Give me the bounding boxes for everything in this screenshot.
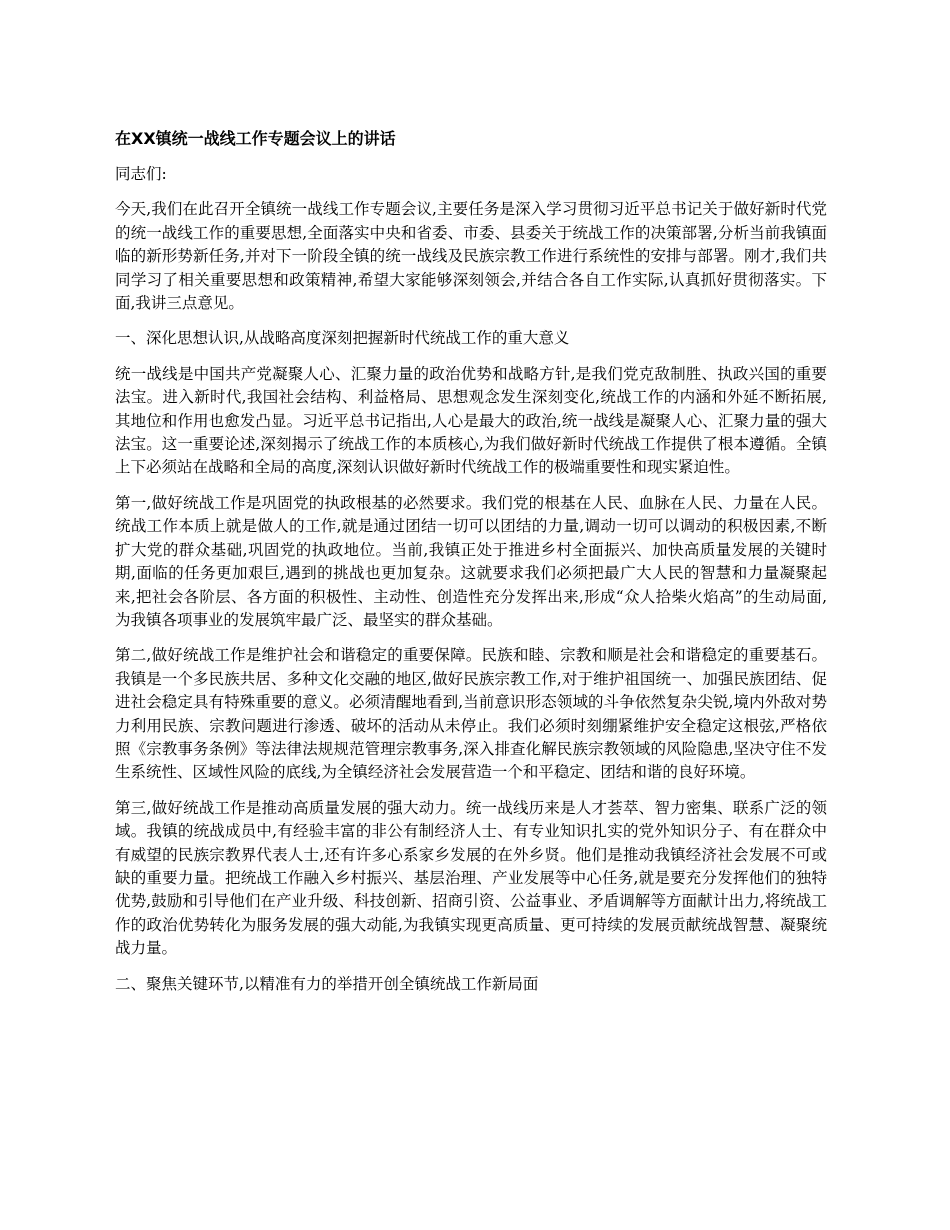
section-1-heading: 一、深化思想认识,从战略高度深刻把握新时代统战工作的重大意义	[115, 329, 570, 348]
document-title: 在XX镇统一战线工作专题会议上的讲话	[115, 129, 396, 148]
section-1-paragraph-4: 第三,做好统战工作是推动高质量发展的强大动力。统一战线历来是人才荟萃、智力密集、联系广泛的领域。我镇的统战成员中,有经验丰富的非公有制经济人士、有专业知识扎实的党外知识分子、有在群众中有威望的民族宗教界代表人士,还有许多心系家乡发展的在外乡贤。他们是推动我镇经济社会发展不可或缺的重要力量。把统战工作融入乡村振兴、基层治理、产业发展等中心任务,就是要充分发挥他们的独特优势,鼓励和引导他们在产业升级、科技创新、招商引资、公益事业、矛盾调解等方面献计出力,将统战工作的政治优势转化为服务发展的强大动能,为我镇实现更高质量、更可持续的发展贡献统战智慧、凝聚统战力量。	[115, 798, 827, 958]
section-1-paragraph-3: 第二,做好统战工作是维护社会和谐稳定的重要保障。民族和睦、宗教和顺是社会和谐稳定的重要基石。我镇是一个多民族共居、多种文化交融的地区,做好民族宗教工作,对于维护祖国统一、加强民族团结、促进社会稳定具有特殊重要的意义。必须清醒地看到,当前意识形态领域的斗争依然复杂尖锐,境内外敌对势力利用民族、宗教问题进行渗透、破坏的活动从未停止。我们必须时刻绷紧维护安全稳定这根弦,严格依照《宗教事务条例》等法律法规规范管理宗教事务,深入排查化解民族宗教领域的风险隐患,坚决守住不发生系统性、区域性风险的底线,为全镇经济社会发展营造一个和平稳定、团结和谐的良好环境。	[115, 646, 827, 782]
salutation: 同志们:	[115, 165, 167, 183]
document-page	[115, 128, 827, 1008]
section-1-paragraph-1: 统一战线是中国共产党凝聚人心、汇聚力量的政治优势和战略方针,是我们党克敌制胜、执政兴国的重要法宝。进入新时代,我国社会结构、利益格局、思想观念发生深刻变化,统战工作的内涵和外延不断拓展,其地位和作用也愈发凸显。习近平总书记指出,人心是最大的政治,统一战线是凝聚人心、汇聚力量的强大法宝。这一重要论述,深刻揭示了统战工作的本质核心,为我们做好新时代统战工作提供了根本遵循。全镇上下必须站在战略和全局的高度,深刻认识做好新时代统战工作的极端重要性和现实紧迫性。	[115, 364, 827, 477]
intro-paragraph: 今天,我们在此召开全镇统一战线工作专题会议,主要任务是深入学习贯彻习近平总书记关于做好新时代党的统一战线工作的重要思想,全面落实中央和省委、市委、县委关于统战工作的决策部署,分析当前我镇面临的新形势新任务,并对下一阶段全镇的统一战线及民族宗教工作进行系统性的安排与部署。刚才,我们共同学习了相关重要思想和政策精神,希望大家能够深刻领会,并结合各自工作实际,认真抓好贯彻落实。下面,我讲三点意见。	[115, 200, 827, 313]
section-2-heading: 二、聚焦关键环节,以精准有力的举措开创全镇统战工作新局面	[115, 974, 539, 993]
section-1-paragraph-2: 第一,做好统战工作是巩固党的执政根基的必然要求。我们党的根基在人民、血脉在人民、力量在人民。统战工作本质上就是做人的工作,就是通过团结一切可以团结的力量,调动一切可以调动的积极因素,不断扩大党的群众基础,巩固党的执政地位。当前,我镇正处于推进乡村全面振兴、加快高质量发展的关键时期,面临的任务更加艰巨,遇到的挑战也更加复杂。这就要求我们必须把最广大人民的智慧和力量凝聚起来,把社会各阶层、各方面的积极性、主动性、创造性充分发挥出来,形成“众人拾柴火焰高”的生动局面,为我镇各项事业的发展筑牢最广泛、最坚实的群众基础。	[115, 493, 827, 629]
